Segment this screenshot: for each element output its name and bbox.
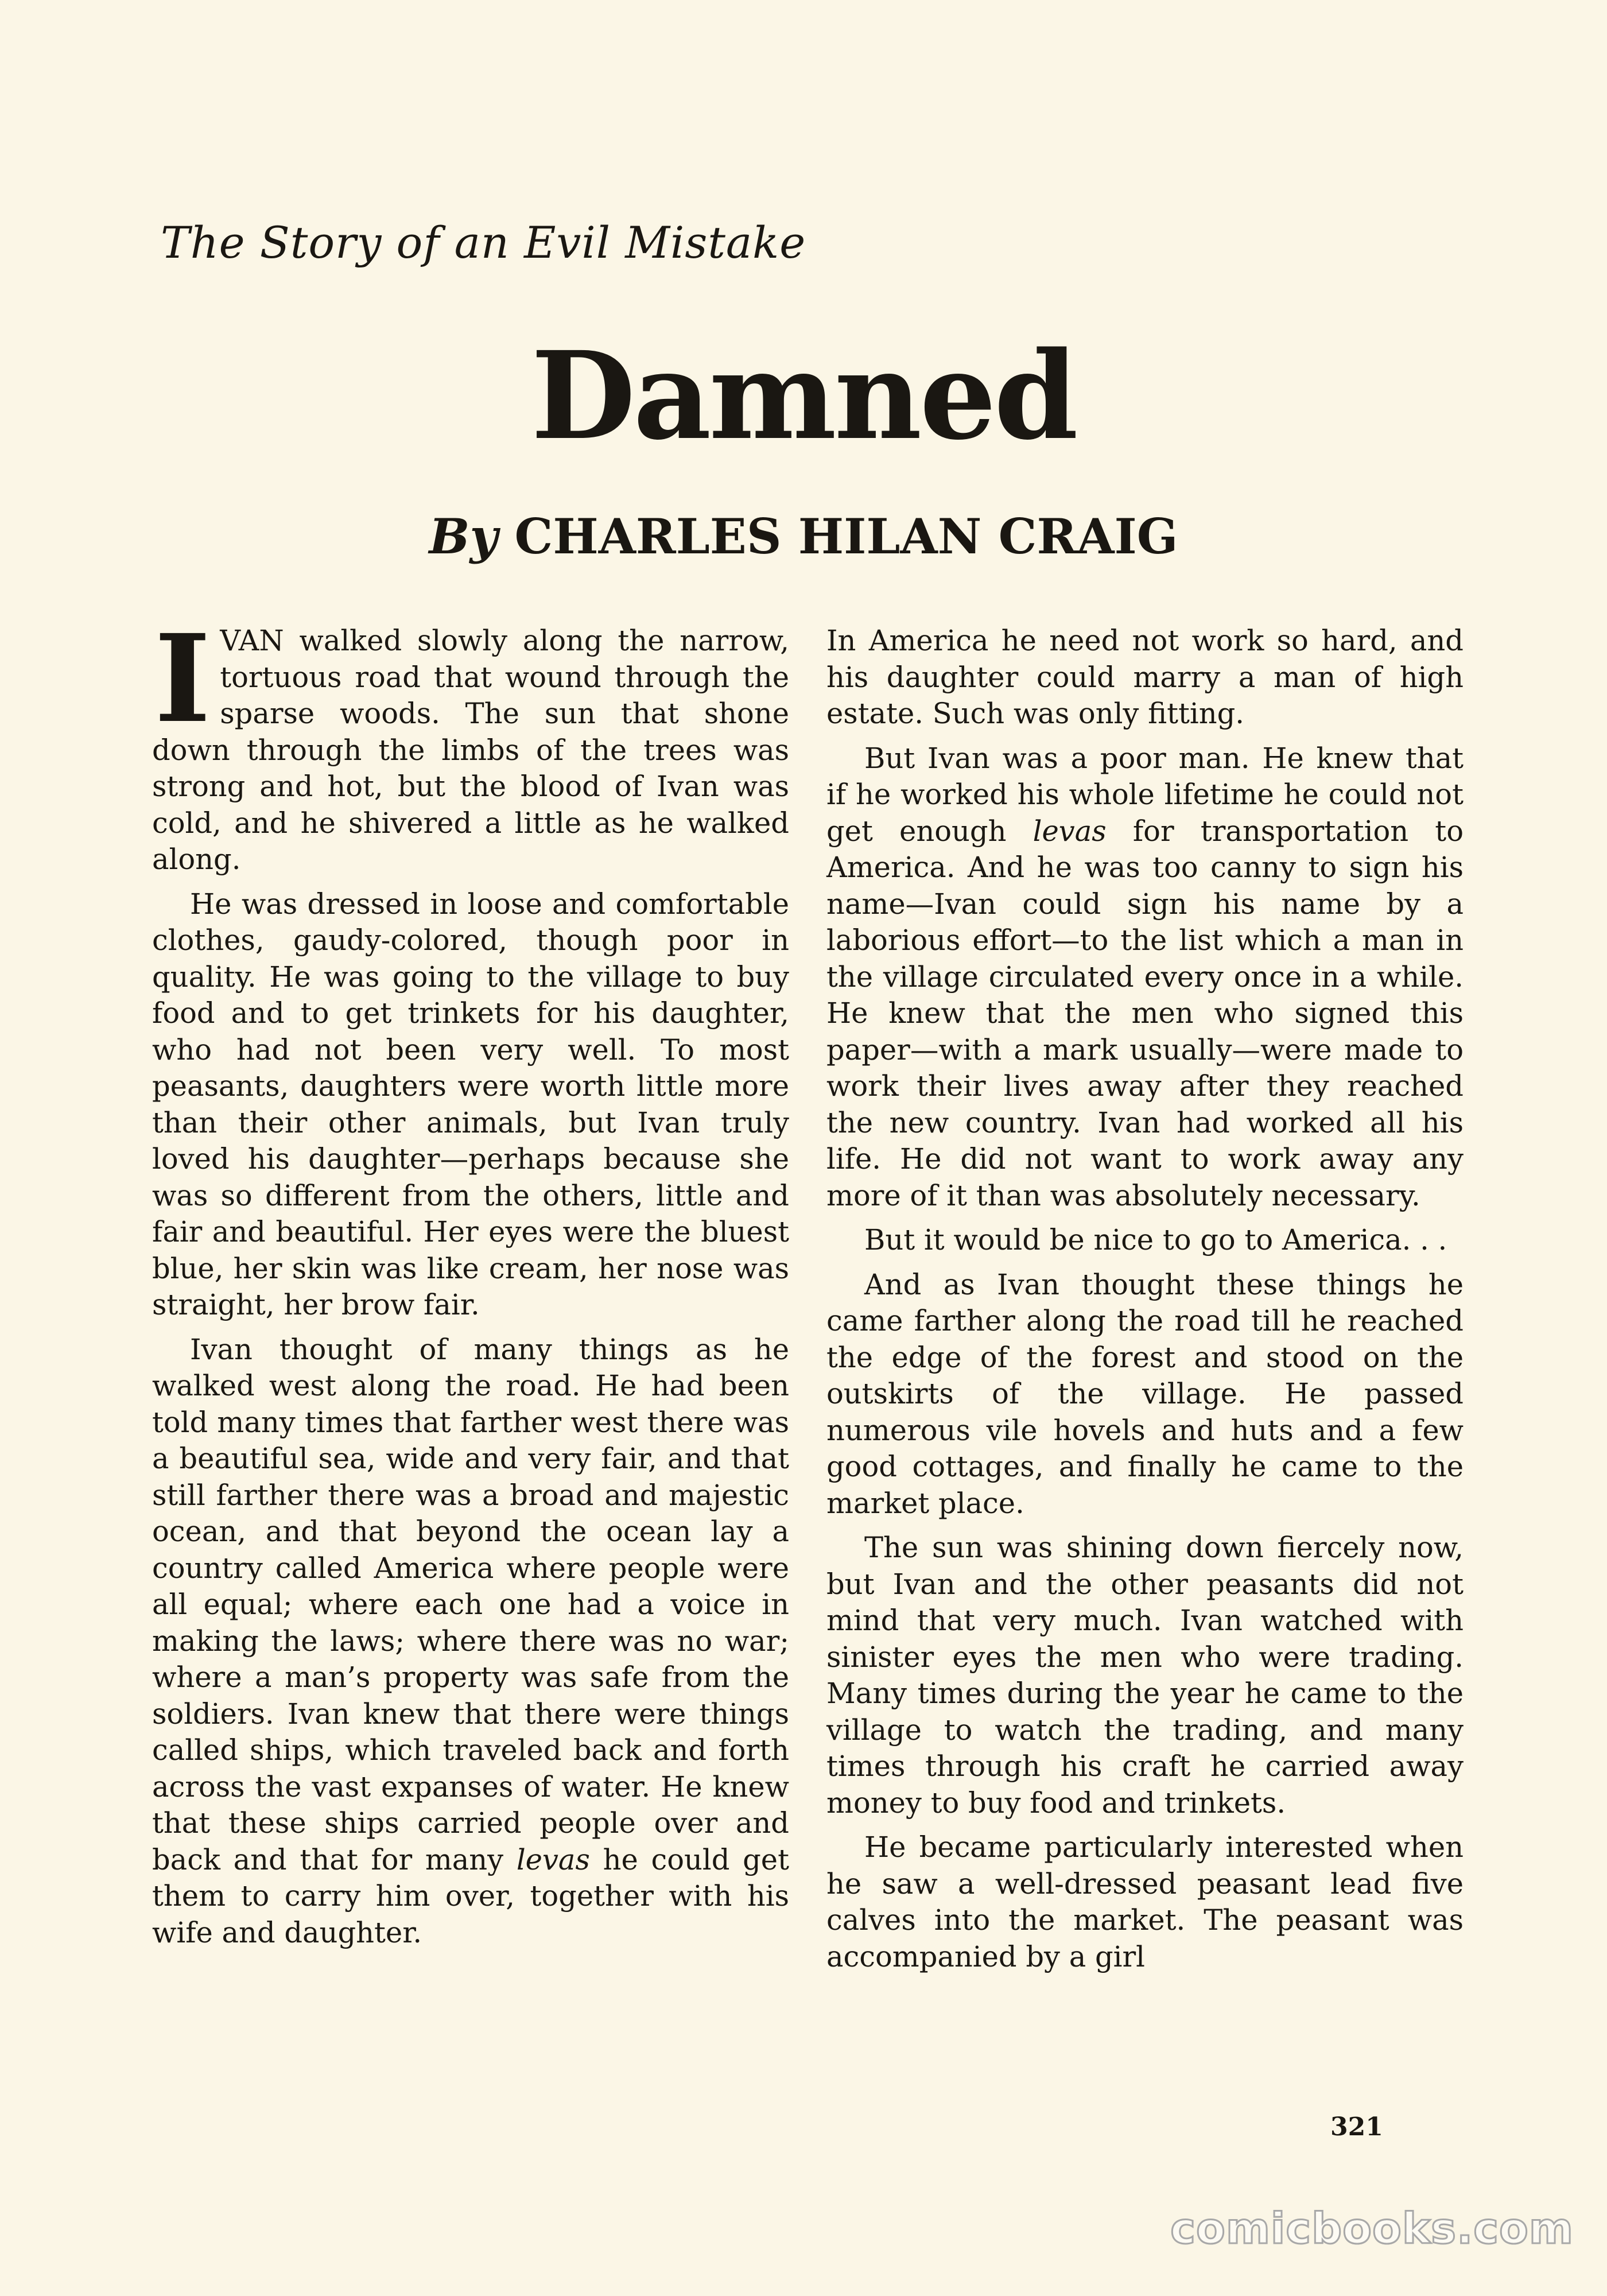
paragraph: In America he need not work so hard, and his daughter could marry a man of high estate. Such was only fitting. [826, 624, 1464, 730]
story-title: Damned [531, 325, 1076, 467]
drop-cap: I [154, 608, 211, 750]
italic-word: levas [1032, 814, 1107, 848]
watermark-logo: comicbooks.com [1170, 2204, 1574, 2254]
byline-author: CHARLES HILAN CRAIG [514, 508, 1178, 565]
right-column [826, 623, 1464, 1975]
paragraph: He became particularly interested when he saw a well-dressed peasant lead five calves into the market. The peasant was accompanied by a girl [826, 1830, 1464, 1973]
paragraph-text: Ivan thought of many things as he walked west along the road. He had been told many times that farther west there was a beautiful sea, wide and very fair, and that still farther there was a broad and majestic ocean, and that beyond the ocean lay a country called America where people were all equal; where each one had a voice in making the laws; where there was no war; where a man’s property was safe from the soldiers. Ivan knew that there were things called ships, which traveled back and forth across the vast expanses of water. He knew that these ships carried people over and back and that for many [152, 1332, 789, 1876]
paragraph: The sun was shining down fiercely now, but Ivan and the other peasants did not mind that very much. Ivan watched with sinister eyes the men who were trading. Many times during the year he came to the village to watch the trading, and many times through his craft he carried away money to buy food and trinkets. [826, 1531, 1464, 1820]
paragraph-text: for transportation to America. And he was too canny to sign his name—Ivan could sign his name by a laborious effort—to the list which a man in the village circulated every once in a while. He knew that the men who signed this paper—with a mark usually—were made to work their lives away after they reached the new country. Ivan had worked all his life. He did not want to work away any more of it than was absolutely necessary. [826, 814, 1464, 1212]
paragraph [152, 608, 789, 878]
page-number: 321 [1330, 2112, 1383, 2142]
paragraph-text: he could get them to carry him over, together with his wife and daughter. [152, 1843, 789, 1949]
paragraph: And as Ivan thought these things he came farther along the road till he reached the edge of the forest and stood on the outskirts of the village. He passed numerous vile hovels and huts and a few good cottages, and finally he came to the market place. [826, 1267, 1464, 1520]
lead-word: VAN [220, 624, 284, 657]
byline [0, 508, 1607, 565]
left-column [152, 608, 789, 1951]
paragraph-text: But Ivan was a poor man. He knew that if he worked his whole lifetime he could not get enough [826, 741, 1464, 848]
story-kicker: The Story of an Evil Mistake [161, 217, 806, 268]
italic-word: levas [516, 1843, 590, 1876]
byline-by: By [429, 508, 498, 565]
paragraph: He was dressed in loose and comfortable clothes, gaudy-colored, though poor in quality. He was going to the village to buy food and to get trinkets for his daughter, who had not been very well. To most peasants, daughters were worth little more than their other animals, but Ivan truly loved his daughter—perhaps because she was so different from the others, little and fair and beautiful. Her eyes were the bluest blue, her skin was like cream, her nose was straight, her brow fair. [152, 887, 789, 1321]
paragraph [152, 1332, 789, 1952]
paragraph: But it would be nice to go to America. . . [864, 1223, 1447, 1256]
paragraph-text: walked slowly along the narrow, tortuous road that wound through the sparse woods. The sun that shone down through the limbs of the trees was strong and hot, but the blood of Ivan was cold, and he shivered a little as he walked along. [152, 624, 789, 876]
paragraph [826, 740, 1464, 1215]
